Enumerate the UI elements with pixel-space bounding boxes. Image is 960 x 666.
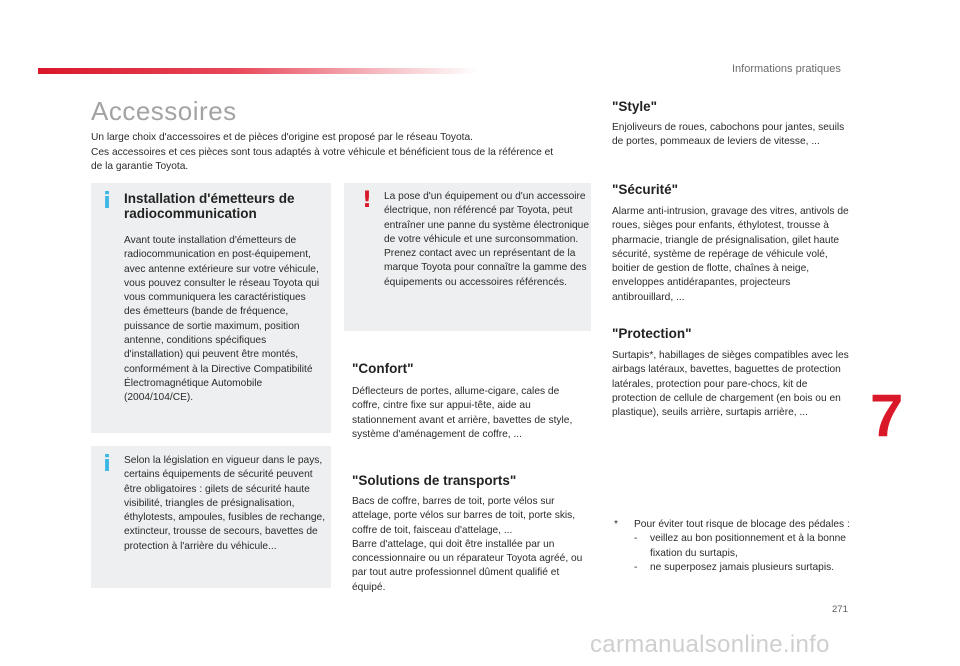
footnote-item [634,532,864,561]
protection-heading: "Protection" [612,326,692,341]
info-icon: i [103,189,111,214]
header-accent-bar [38,68,478,74]
chapter-number: 7 [870,382,904,449]
info-box-text: Avant toute installation d'émetteurs de radiocommunication en post-équipement, avec antenne extérieure sur votre véhicule, vous pouvez consulter le réseau Toyota qui vous communiquera les caractéristiques des émetteurs (bande de fréquence, puissance de sortie maximum, position antenne, conditions spécifiques d'installation) qui peuvent être montés, conformément à la Directive Compatibilité Électromagnétique Automobile (2004/104/CE). [124,235,320,404]
footnote-text: Pour éviter tout risque de blocage des pédales : [634,519,850,530]
list-dash: - [634,561,638,573]
transports-text [352,495,584,595]
intro-line-1: Un large choix d'accessoires et de pièces d'origine est proposé par le réseau Toyota. [91,132,473,143]
footnote-item-text: veillez au bon positionnement et à la bonne fixation du surtapis, [650,533,846,559]
info-box-title: Installation d'émetteurs de radiocommunication [124,191,295,221]
info-box-radio-installation [91,183,331,433]
securite-text: Alarme anti-intrusion, gravage des vitres, antivols de roues, sièges pour enfants, éthylotest, trousse à pharmacie, triangle de présignalisation, gilet haute sécurité, système de repérage de véhicule volé, boitier de gestion de flotte, chaînes à neige, enveloppes antidérapantes, projecteurs antibrouillard, ... [612,206,849,303]
style-heading: "Style" [612,99,658,114]
footnote [614,518,864,575]
watermark-text: carmanualsonline.info [590,631,830,658]
footnote-list [614,532,864,575]
intro-line-2: Ces accessoires et ces pièces sont tous adaptés à votre véhicule et bénéficient tous de la référence et de la garantie Toyota. [91,146,554,172]
page-number: 271 [832,604,848,615]
warning-box-electrical-accessories [344,183,591,331]
footnote-item [634,561,864,575]
confort-text: Déflecteurs de portes, allume-cigare, cales de coffre, cintre fixe sur appui-tête, aide au stationnement avant et arrière, bavettes de style, système d'aménagement de coffre, ... [352,386,573,440]
info-icon: i [103,452,111,477]
footnote-marker: * [614,519,618,530]
info-box-mandatory-equipment [91,446,331,588]
list-dash: - [634,533,638,545]
info-box-text: Selon la législation en vigueur dans le pays, certains équipements de sécurité peuvent être obligatoires : gilets de sécurité haute visibilité, triangles de présignalisation, éthylotests, ampoules, fusibles de rechange, extincteur, trousse de secours, bavettes de protection à l'arrière du véhicule... [124,455,326,552]
protection-text: Surtapis*, habillages de sièges compatibles avec les airbags latéraux, bavettes, baguettes de protection latérales, protection pour pare-chocs, kit de protection de cellule de chargement (en bois ou en plastique), seuils arrière, surtapis arrière, ... [612,350,849,419]
section-header: Informations pratiques [732,63,841,75]
warning-text-2: Prenez contact avec un représentant de la marque Toyota pour connaître la gamme des équipements ou accessoires référencés. [384,248,587,288]
style-text: Enjoliveurs de roues, cabochons pour jantes, seuils de portes, pommeaux de leviers de vitesse, ... [612,122,845,148]
footnote-item-text: ne superposez jamais plusieurs surtapis. [650,561,835,573]
transports-text-1: Bacs de coffre, barres de toit, porte vélos sur attelage, porte vélos sur barres de toit, porte skis, coffre de toit, faisceau d'attelage, ... [352,496,576,536]
warning-text-1: La pose d'un équipement ou d'un accessoire électrique, non référencé par Toyota, peut entraîner une panne du système électronique de votre véhicule et une surconsommation. [384,191,590,245]
securite-heading: "Sécurité" [612,182,679,197]
warning-icon: ! [361,188,373,213]
transports-heading: "Solutions de transports" [352,473,517,488]
page-title: Accessoires [91,96,237,126]
transports-text-2: Barre d'attelage, qui doit être installée par un concessionnaire ou un réparateur Toyota agréé, ou par tout autre professionnel dûment qualifié et équipé. [352,538,583,593]
intro-text [91,131,561,175]
confort-heading: "Confort" [352,361,414,376]
